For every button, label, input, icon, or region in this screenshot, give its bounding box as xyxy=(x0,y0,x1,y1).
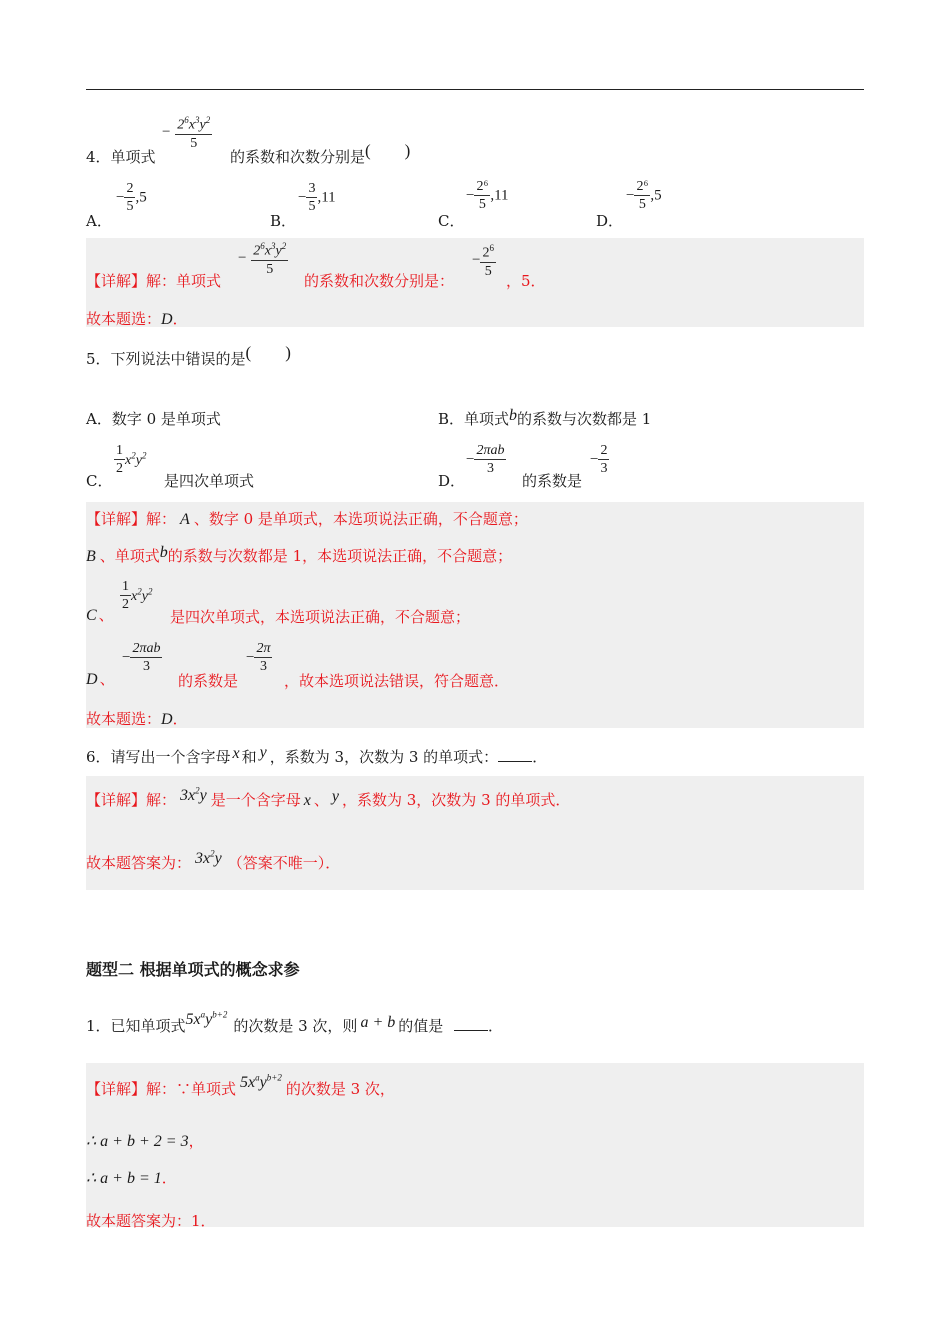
q6-answer-blank[interactable] xyxy=(498,747,532,762)
q4-stem-fraction: − $\frac{2^6x^3y^2}{5}$ xyxy=(162,112,212,152)
q4-detail-mid: 的系数和次数分别是： xyxy=(304,272,455,290)
q4-option-d-value[interactable]: − $\frac{\text{2⁶}}{5}$ ,5 xyxy=(626,179,662,212)
q5-detail-line4: D 、 xyxy=(86,670,115,688)
q4-detail-fraction: − $\frac{2^6x^3y^2}{5}$ xyxy=(238,238,288,278)
section-heading: 题型二 根据单项式的概念求参 xyxy=(86,960,300,979)
q5-detail-line1: 【详解】解： A 、数字 0 是单项式，本选项说法正确，不合题意； xyxy=(86,510,528,528)
q4-stem-suffix: 的系数和次数分别是( ) xyxy=(230,141,411,166)
q4-stem: 4．单项式 xyxy=(86,148,156,166)
q5-option-b[interactable]: B．单项式b的系数与次数都是 1 xyxy=(438,407,652,428)
header-rule xyxy=(86,89,864,90)
q5-detail-line4-text: ，故本选项说法错误，符合题意． xyxy=(284,672,510,690)
q5-option-a[interactable]: A．数字 0 是单项式 xyxy=(86,410,221,428)
q5-conclusion: 故本题选：D． xyxy=(86,710,188,728)
q5-detail-line3: C 、 xyxy=(86,606,114,624)
q6-detail-line1: 【详解】解： $3x^2y$ 是一个含字母 x 、 y ，系数为 3，次数为 3 的单项式． xyxy=(86,785,571,809)
q4-option-a-label[interactable]: A． xyxy=(86,212,112,230)
s2-answer: 故本题答案为：1． xyxy=(86,1212,216,1230)
q4-option-a-value[interactable]: − $\frac{2}{5}$ ,5 xyxy=(116,181,147,214)
s2-detail-line2: ∴ a + b + 2 = 3， xyxy=(86,1132,204,1150)
q5-option-c-label[interactable]: C． xyxy=(86,472,113,490)
q4-option-d-label[interactable]: D． xyxy=(596,212,624,230)
q5-option-d-label[interactable]: D． xyxy=(438,472,466,490)
q5-option-c-text[interactable]: 是四次单项式 xyxy=(164,472,255,490)
q4-option-b-label[interactable]: B． xyxy=(270,212,297,230)
q4-option-b-value[interactable]: − $\frac{3}{5}$ ,11 xyxy=(298,181,336,214)
q5-stem: 5．下列说法中错误的是( ) xyxy=(86,343,291,368)
s2-q1-stem: 1．已知单项式$5x^ay^{b+2}$的次数是 3 次，则 a + b 的值是 ． xyxy=(86,1009,504,1035)
q5-detail-line2: B 、单项式b的系数与次数都是 1，本选项说法正确，不合题意； xyxy=(86,544,513,565)
s2-detail-line1: 【详解】解：∵单项式 $5x^ay^{b+2}$的次数是 3 次， xyxy=(86,1072,395,1098)
s2-detail-line3: ∴ a + b = 1． xyxy=(86,1169,177,1187)
s2-q1-answer-blank[interactable] xyxy=(454,1016,488,1031)
q5-option-c-expr[interactable]: $\frac{1}{2}$ $x^2y^2$ xyxy=(116,443,147,476)
q4-option-c-value[interactable]: − $\frac{\text{2⁶}}{5}$ ,11 xyxy=(466,179,509,212)
q5-detail-line4-mid: 的系数是 xyxy=(178,672,239,690)
q5-detail-line4-value: − $\frac{2\pi}{3}$ xyxy=(246,641,271,674)
q4-conclusion: 故本题选：D． xyxy=(86,310,188,328)
q5-detail-line4-expr: − $\frac{\text{2πab}}{3}$ xyxy=(122,641,161,674)
q4-detail-line1: 【详解】解：单项式 xyxy=(86,272,222,290)
q5-option-d-value[interactable]: − $\frac{2}{3}$ xyxy=(590,443,608,476)
q6-answer: 故本题答案为： $3x^2y$ （答案不唯一）． xyxy=(86,848,341,872)
q4-detail-end: ，5． xyxy=(506,272,546,290)
q4-detail-coef: − $\frac{2^6}{5}$ xyxy=(472,240,496,280)
q4-option-c-label[interactable]: C． xyxy=(438,212,465,230)
q5-option-d-text[interactable]: 的系数是 xyxy=(522,472,583,490)
q6-stem: 6．请写出一个含字母 x 和 y ，系数为 3，次数为 3 的单项式： ． xyxy=(86,744,548,766)
q5-detail-line3-text: 是四次单项式，本选项说法正确，不合题意； xyxy=(170,608,471,626)
q5-option-d-expr[interactable]: − $\frac{\text{2πab}}{3}$ xyxy=(466,443,505,476)
q5-detail-line3-expr: $\frac{1}{2}$ $x^2y^2$ xyxy=(122,579,153,612)
